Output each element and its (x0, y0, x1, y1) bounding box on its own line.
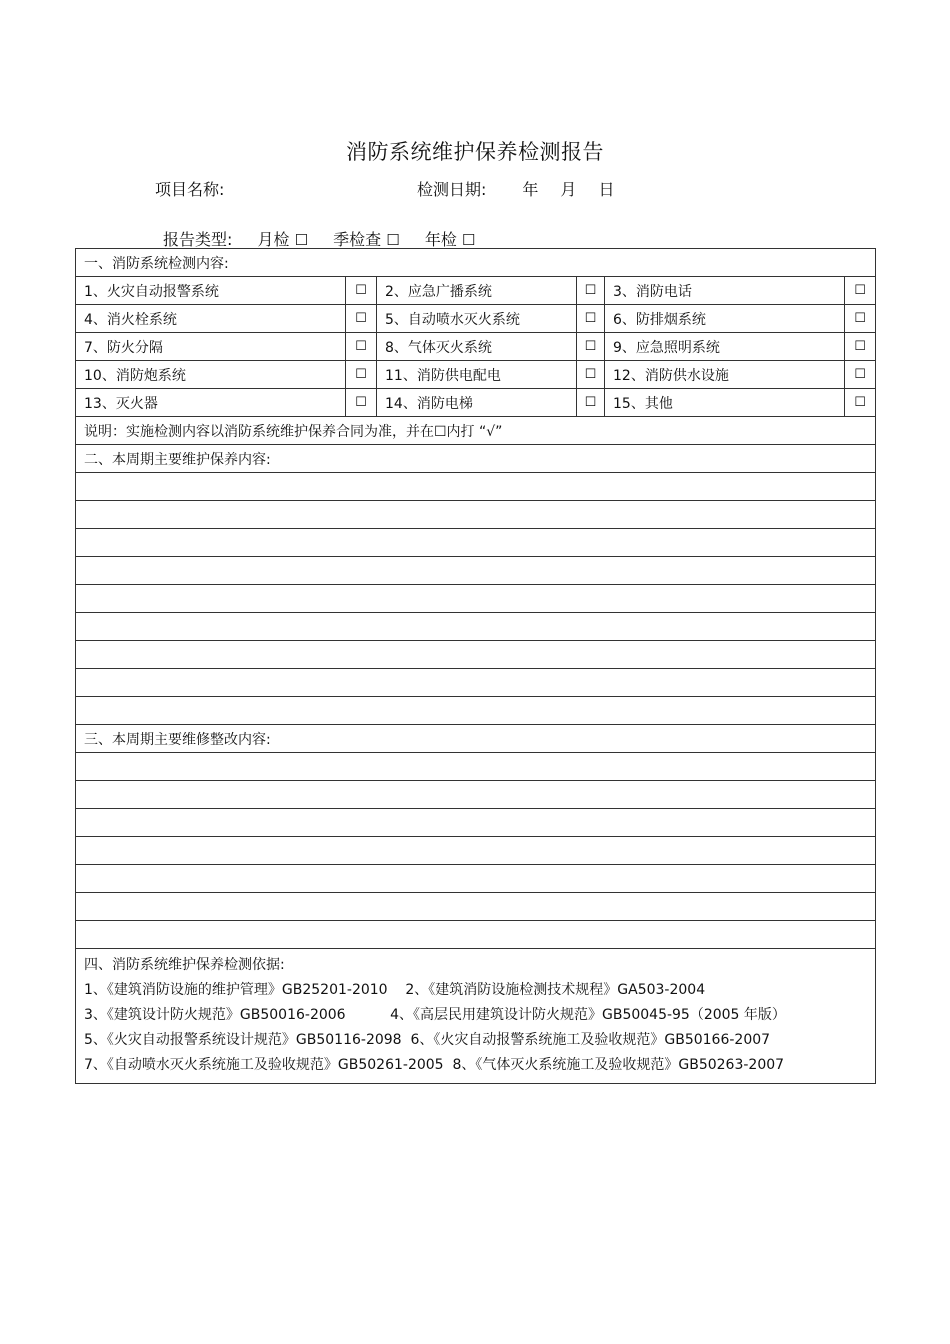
standard-reference-line: 3、《建筑设计防火规范》GB50016-2006 4、《高层民用建筑设计防火规范》GB50045-95（2005 年版） (84, 1007, 786, 1023)
standard-reference-line: 1、《建筑消防设施的维护管理》GB25201-2010 2、《建筑消防设施检测技术规程》GA503-2004 (84, 982, 706, 998)
maintenance-entry-line[interactable] (76, 473, 876, 501)
section1-title: 一、消防系统检测内容: (76, 249, 876, 277)
section1-note: 说明：实施检测内容以消防系统维护保养合同为准，并在☐内打 “√” (76, 417, 876, 445)
project-name-label: 项目名称: (155, 180, 225, 199)
annual-checkbox[interactable]: ☐ (461, 231, 476, 249)
maintenance-entry-line[interactable] (76, 641, 876, 669)
maintenance-entry-line[interactable] (76, 669, 876, 697)
standard-reference-line: 7、《自动喷水灭火系统施工及验收规范》GB50261-2005 8、《气体灭火系统施工及验收规范》GB50263-2007 (84, 1057, 785, 1073)
checklist-checkbox[interactable]: ☐ (346, 333, 377, 361)
maintenance-entry-line[interactable] (76, 501, 876, 529)
checklist-checkbox[interactable]: ☐ (346, 389, 377, 417)
checklist-item: 2、应急广播系统 (377, 277, 577, 305)
repair-entry-line[interactable] (76, 893, 876, 921)
checklist-item: 7、防火分隔 (76, 333, 346, 361)
report-table (75, 248, 876, 1084)
month-label: 月 (560, 180, 577, 199)
checklist-item: 6、防排烟系统 (605, 305, 845, 333)
report-type-quarterly[interactable] (333, 230, 400, 249)
checklist-checkbox[interactable]: ☐ (577, 389, 605, 417)
checklist-checkbox[interactable]: ☐ (845, 305, 876, 333)
repair-entry-line[interactable] (76, 865, 876, 893)
repair-entry-line[interactable] (76, 921, 876, 949)
year-label: 年 (522, 180, 539, 199)
annual-label: 年检 (424, 230, 457, 249)
checklist-item: 4、消火栓系统 (76, 305, 346, 333)
checklist-item: 1、火灾自动报警系统 (76, 277, 346, 305)
inspection-date-label: 检测日期: (417, 180, 487, 199)
checklist-checkbox[interactable]: ☐ (346, 277, 377, 305)
checklist-item: 9、应急照明系统 (605, 333, 845, 361)
repair-entry-line[interactable] (76, 809, 876, 837)
checklist-item: 14、消防电梯 (377, 389, 577, 417)
quarterly-checkbox[interactable]: ☐ (386, 231, 400, 249)
report-type-annual[interactable] (425, 230, 476, 249)
repair-entry-line[interactable] (76, 837, 876, 865)
section4-references (76, 949, 876, 1084)
report-type (163, 227, 475, 250)
repair-entry-line[interactable] (76, 781, 876, 809)
day-label: 日 (598, 180, 615, 199)
checklist-item: 8、气体灭火系统 (377, 333, 577, 361)
repair-entry-line[interactable] (76, 753, 876, 781)
checklist-checkbox[interactable]: ☐ (577, 305, 605, 333)
checklist-checkbox[interactable]: ☐ (346, 305, 377, 333)
maintenance-entry-line[interactable] (76, 585, 876, 613)
report-type-label: 报告类型: (163, 230, 233, 249)
inspection-date (417, 177, 614, 200)
checklist-checkbox[interactable]: ☐ (845, 389, 876, 417)
quarterly-label: 季检查 (333, 230, 382, 249)
checklist-item: 10、消防炮系统 (76, 361, 346, 389)
checklist-item: 3、消防电话 (605, 277, 845, 305)
standard-reference-line: 5、《火灾自动报警系统设计规范》GB50116-2098 6、《火灾自动报警系统施工及验收规范》GB50166-2007 (84, 1032, 771, 1048)
monthly-label: 月检 (257, 230, 290, 249)
checklist-checkbox[interactable]: ☐ (845, 277, 876, 305)
checklist-checkbox[interactable]: ☐ (577, 333, 605, 361)
maintenance-entry-line[interactable] (76, 697, 876, 725)
maintenance-entry-line[interactable] (76, 557, 876, 585)
checklist-checkbox[interactable]: ☐ (577, 361, 605, 389)
checklist-item: 13、灭火器 (76, 389, 346, 417)
checklist-item: 15、其他 (605, 389, 845, 417)
section4-title: 四、消防系统维护保养检测依据: (84, 957, 285, 973)
section2-title: 二、本周期主要维护保养内容: (76, 445, 876, 473)
checklist-item: 11、消防供电配电 (377, 361, 577, 389)
checklist-item: 12、消防供水设施 (605, 361, 845, 389)
report-title: 消防系统维护保养检测报告 (346, 140, 604, 164)
maintenance-entry-line[interactable] (76, 529, 876, 557)
checklist-checkbox[interactable]: ☐ (845, 333, 876, 361)
checklist-item: 5、自动喷水灭火系统 (377, 305, 577, 333)
monthly-checkbox[interactable]: ☐ (294, 231, 309, 249)
checklist-checkbox[interactable]: ☐ (346, 361, 377, 389)
checklist-checkbox[interactable]: ☐ (577, 277, 605, 305)
section3-title: 三、本周期主要维修整改内容: (76, 725, 876, 753)
checklist-checkbox[interactable]: ☐ (845, 361, 876, 389)
report-type-monthly[interactable] (258, 230, 309, 249)
maintenance-entry-line[interactable] (76, 613, 876, 641)
